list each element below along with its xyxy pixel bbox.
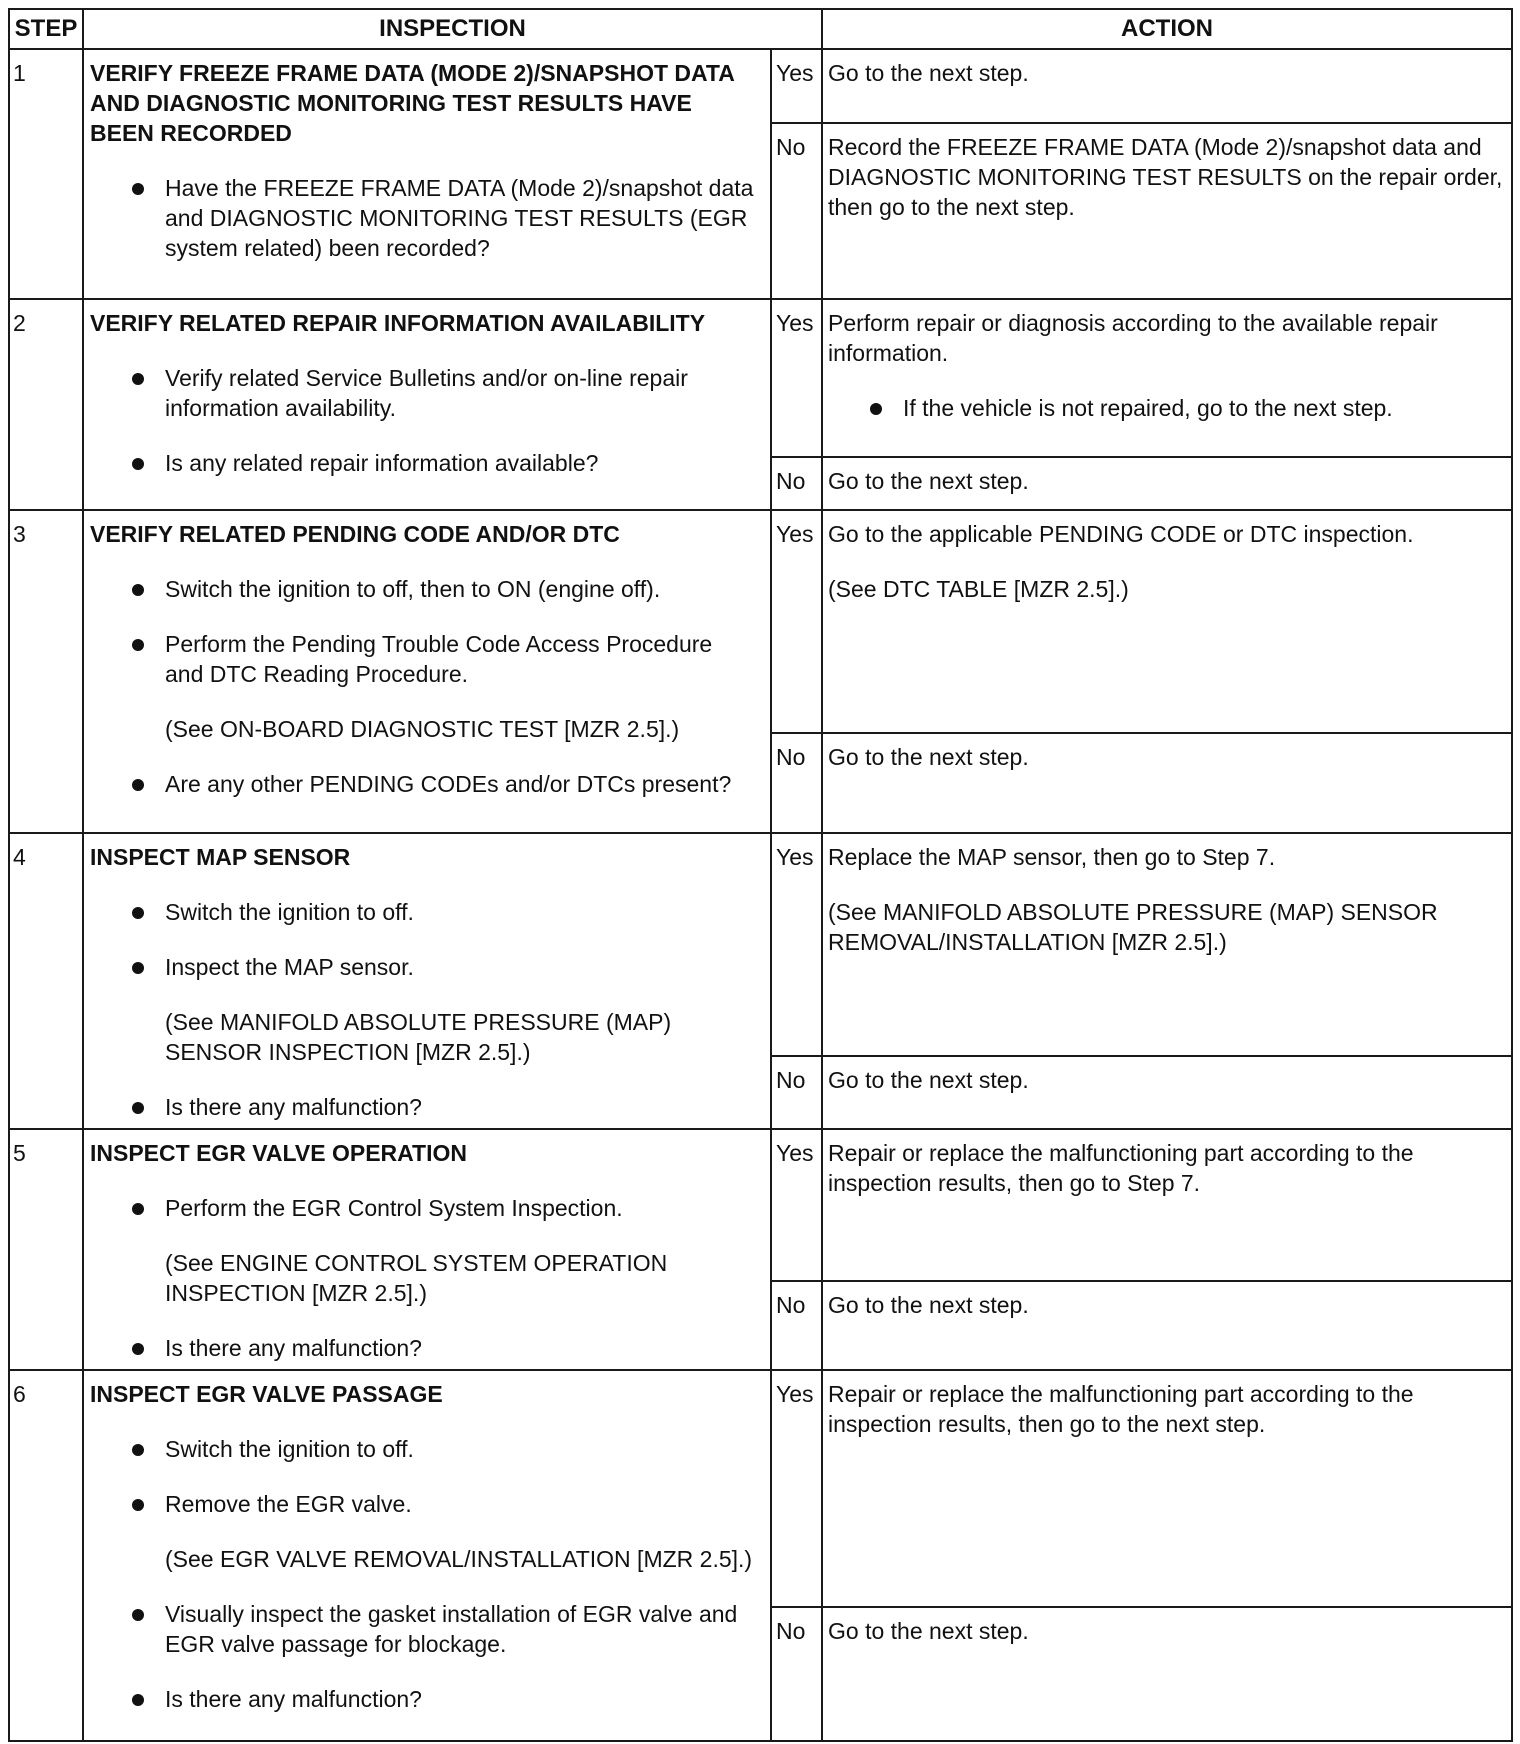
yes-action-cell bbox=[822, 510, 1512, 733]
no-label: No bbox=[771, 1607, 822, 1741]
bullet-item: Remove the EGR valve. bbox=[90, 1489, 756, 1519]
no-label: No bbox=[771, 457, 822, 510]
yes-action: Go to the next step. bbox=[822, 49, 1512, 123]
yes-action-cell bbox=[822, 299, 1512, 457]
step-title: VERIFY FREEZE FRAME DATA (MODE 2)/SNAPSHOT DATA AND DIAGNOSTIC MONITORING TEST RESULTS HAVE BEEN RECORDED bbox=[90, 60, 735, 146]
header-inspection: INSPECTION bbox=[83, 9, 822, 49]
yes-label: Yes bbox=[771, 510, 822, 733]
step-2-yes-row bbox=[9, 299, 1512, 457]
inspection-cell bbox=[83, 833, 771, 1129]
no-action: Record the FREEZE FRAME DATA (Mode 2)/snapshot data and DIAGNOSTIC MONITORING TEST RESULTS on the repair order, then go to the next step. bbox=[822, 123, 1512, 299]
no-label: No bbox=[771, 733, 822, 833]
step-3-yes-row bbox=[9, 510, 1512, 733]
bullet-item: Switch the ignition to off, then to ON (engine off). bbox=[90, 574, 756, 604]
step-1-yes-row bbox=[9, 49, 1512, 123]
yes-action: Perform repair or diagnosis according to the available repair information. bbox=[828, 310, 1438, 366]
step-number: 1 bbox=[9, 49, 83, 299]
inspection-cell bbox=[83, 510, 771, 833]
bullet-item: Verify related Service Bulletins and/or on-line repair information availability. bbox=[90, 363, 756, 423]
action-reference: (See MANIFOLD ABSOLUTE PRESSURE (MAP) SENSOR REMOVAL/INSTALLATION [MZR 2.5].) bbox=[828, 899, 1438, 955]
bullet-item: Inspect the MAP sensor. bbox=[90, 952, 756, 982]
reference-note: (See EGR VALVE REMOVAL/INSTALLATION [MZR 2.5].) bbox=[165, 1546, 753, 1572]
header-step: STEP bbox=[9, 9, 83, 49]
step-6-yes-row bbox=[9, 1370, 1512, 1607]
bullet-item: Switch the ignition to off. bbox=[90, 897, 756, 927]
step-title: INSPECT MAP SENSOR bbox=[90, 844, 351, 870]
step-number: 5 bbox=[9, 1129, 83, 1370]
step-title: INSPECT EGR VALVE PASSAGE bbox=[90, 1381, 443, 1407]
bullet-item: Is there any malfunction? bbox=[90, 1684, 756, 1714]
step-number: 2 bbox=[9, 299, 83, 510]
action-reference: (See DTC TABLE [MZR 2.5].) bbox=[828, 576, 1129, 602]
inspection-cell bbox=[83, 1129, 771, 1370]
yes-action: Go to the applicable PENDING CODE or DTC inspection. bbox=[828, 521, 1414, 547]
header-action: ACTION bbox=[822, 9, 1512, 49]
bullet-item: Are any other PENDING CODEs and/or DTCs present? bbox=[90, 769, 756, 799]
no-action: Go to the next step. bbox=[822, 1281, 1512, 1371]
step-4-yes-row bbox=[9, 833, 1512, 1056]
no-action: Go to the next step. bbox=[822, 1607, 1512, 1741]
step-number: 3 bbox=[9, 510, 83, 833]
bullet-item: Is there any malfunction? bbox=[90, 1092, 756, 1122]
no-label: No bbox=[771, 123, 822, 299]
yes-label: Yes bbox=[771, 49, 822, 123]
reference-note: (See ENGINE CONTROL SYSTEM OPERATION INSPECTION [MZR 2.5].) bbox=[165, 1250, 668, 1306]
yes-action: Repair or replace the malfunctioning part according to the inspection results, then go to the next step. bbox=[822, 1370, 1512, 1607]
step-title: INSPECT EGR VALVE OPERATION bbox=[90, 1140, 467, 1166]
yes-action: Replace the MAP sensor, then go to Step 7. bbox=[828, 844, 1276, 870]
inspection-cell bbox=[83, 299, 771, 510]
header-row bbox=[9, 9, 1512, 49]
yes-label: Yes bbox=[771, 833, 822, 1056]
bullet-item: Perform the EGR Control System Inspection. bbox=[90, 1193, 756, 1223]
yes-action-cell bbox=[822, 833, 1512, 1056]
inspection-cell bbox=[83, 49, 771, 299]
yes-label: Yes bbox=[771, 1370, 822, 1607]
bullet-item: Switch the ignition to off. bbox=[90, 1434, 756, 1464]
step-title: VERIFY RELATED REPAIR INFORMATION AVAILABILITY bbox=[90, 310, 706, 336]
step-5-yes-row bbox=[9, 1129, 1512, 1281]
no-action: Go to the next step. bbox=[822, 1056, 1512, 1129]
no-action: Go to the next step. bbox=[822, 457, 1512, 510]
reference-note: (See MANIFOLD ABSOLUTE PRESSURE (MAP) SENSOR INSPECTION [MZR 2.5].) bbox=[165, 1009, 672, 1065]
bullet-item: Perform the Pending Trouble Code Access Procedure and DTC Reading Procedure. bbox=[90, 629, 756, 689]
action-bullet: If the vehicle is not repaired, go to the next step. bbox=[828, 393, 1503, 423]
reference-note: (See ON-BOARD DIAGNOSTIC TEST [MZR 2.5].) bbox=[165, 716, 680, 742]
inspection-cell bbox=[83, 1370, 771, 1741]
yes-label: Yes bbox=[771, 1129, 822, 1281]
yes-action: Repair or replace the malfunctioning part according to the inspection results, then go to Step 7. bbox=[822, 1129, 1512, 1281]
step-title: VERIFY RELATED PENDING CODE AND/OR DTC bbox=[90, 521, 620, 547]
bullet-item: Visually inspect the gasket installation of EGR valve and EGR valve passage for blockage. bbox=[90, 1599, 756, 1659]
no-label: No bbox=[771, 1281, 822, 1371]
no-label: No bbox=[771, 1056, 822, 1129]
step-number: 6 bbox=[9, 1370, 83, 1741]
no-action: Go to the next step. bbox=[822, 733, 1512, 833]
diagnostic-table bbox=[8, 8, 1513, 1742]
bullet-item: Is there any malfunction? bbox=[90, 1333, 756, 1363]
bullet-item: Is any related repair information available? bbox=[90, 448, 756, 478]
step-number: 4 bbox=[9, 833, 83, 1129]
bullet-item: Have the FREEZE FRAME DATA (Mode 2)/snapshot data and DIAGNOSTIC MONITORING TEST RESULTS (EGR system related) been recorded? bbox=[90, 173, 756, 263]
yes-label: Yes bbox=[771, 299, 822, 457]
